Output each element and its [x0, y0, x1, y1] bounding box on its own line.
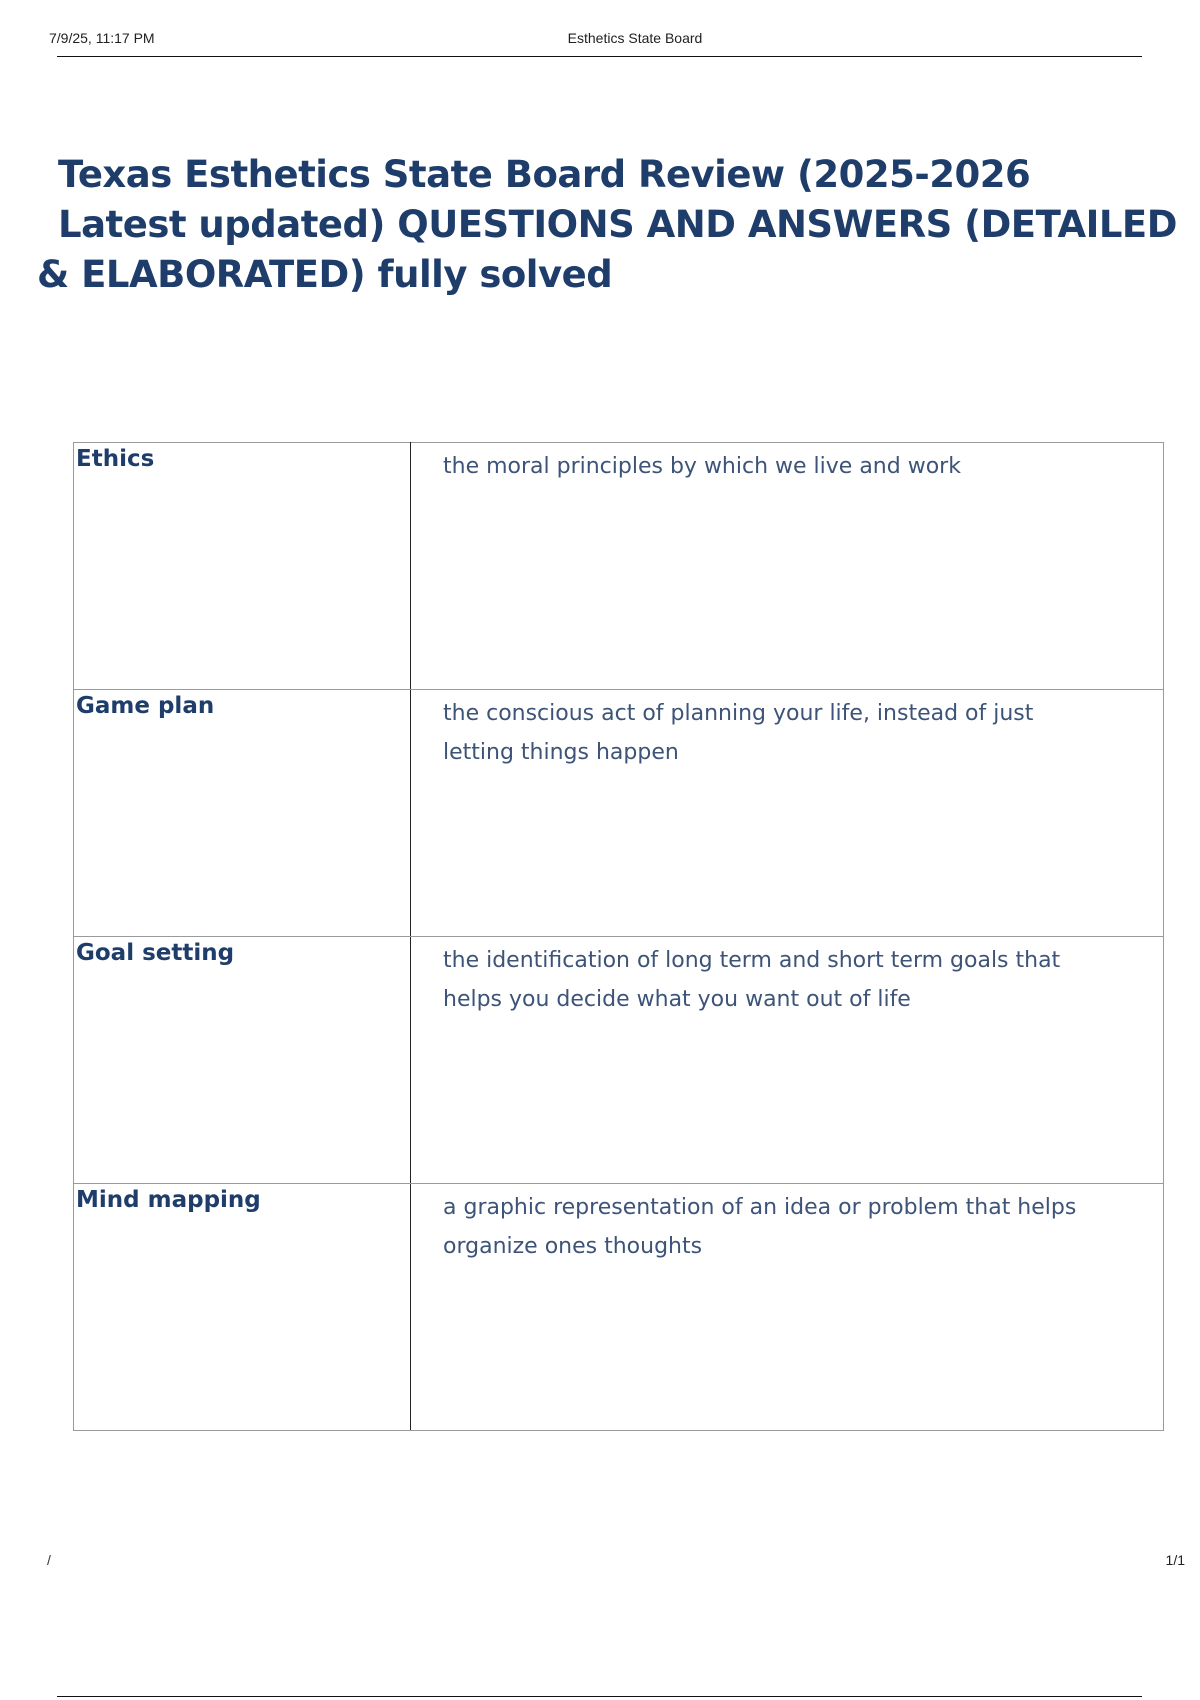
flashcard-row	[74, 1184, 1164, 1431]
definition-cell	[411, 690, 1164, 937]
term-text: Game plan	[76, 693, 215, 719]
term-text: Mind mapping	[76, 1187, 261, 1213]
term-cell	[74, 690, 411, 937]
term-text: Ethics	[76, 446, 155, 472]
definition-cell	[411, 443, 1164, 690]
document-title-line: Texas Esthetics State Board Review (2025-2026	[58, 153, 1031, 196]
term-cell	[74, 1184, 411, 1431]
document-title	[37, 150, 1177, 300]
document-title-line: Latest updated) QUESTIONS AND ANSWERS (DETAILED	[58, 203, 1177, 246]
definition-text: the moral principles by which we live and work	[443, 454, 961, 479]
definition-text: a graphic representation of an idea or problem that helps organize ones thoughts	[443, 1195, 1077, 1259]
print-datetime: 7/9/25, 11:17 PM	[49, 30, 155, 46]
flashcard-row	[74, 690, 1164, 937]
term-cell	[74, 443, 411, 690]
page-number: 1/1	[1165, 1552, 1185, 1568]
flashcard-row	[74, 937, 1164, 1184]
header-divider	[57, 56, 1142, 57]
definition-cell	[411, 1184, 1164, 1431]
flashcard-row	[74, 443, 1164, 690]
definition-text: the conscious act of planning your life, instead of just letting things happen	[443, 701, 1034, 765]
flashcard-table	[73, 442, 1164, 1431]
definition-text: the identification of long term and short term goals that helps you decide what you want out of life	[443, 948, 1061, 1012]
print-footer	[0, 1540, 1200, 1580]
definition-cell	[411, 937, 1164, 1184]
print-header	[0, 0, 1200, 60]
footer-url: /	[47, 1552, 51, 1568]
print-page-title: Esthetics State Board	[567, 30, 703, 46]
bottom-divider	[57, 1696, 1142, 1697]
term-cell	[74, 937, 411, 1184]
term-text: Goal setting	[76, 940, 235, 966]
document-title-line: & ELABORATED) fully solved	[37, 253, 613, 296]
